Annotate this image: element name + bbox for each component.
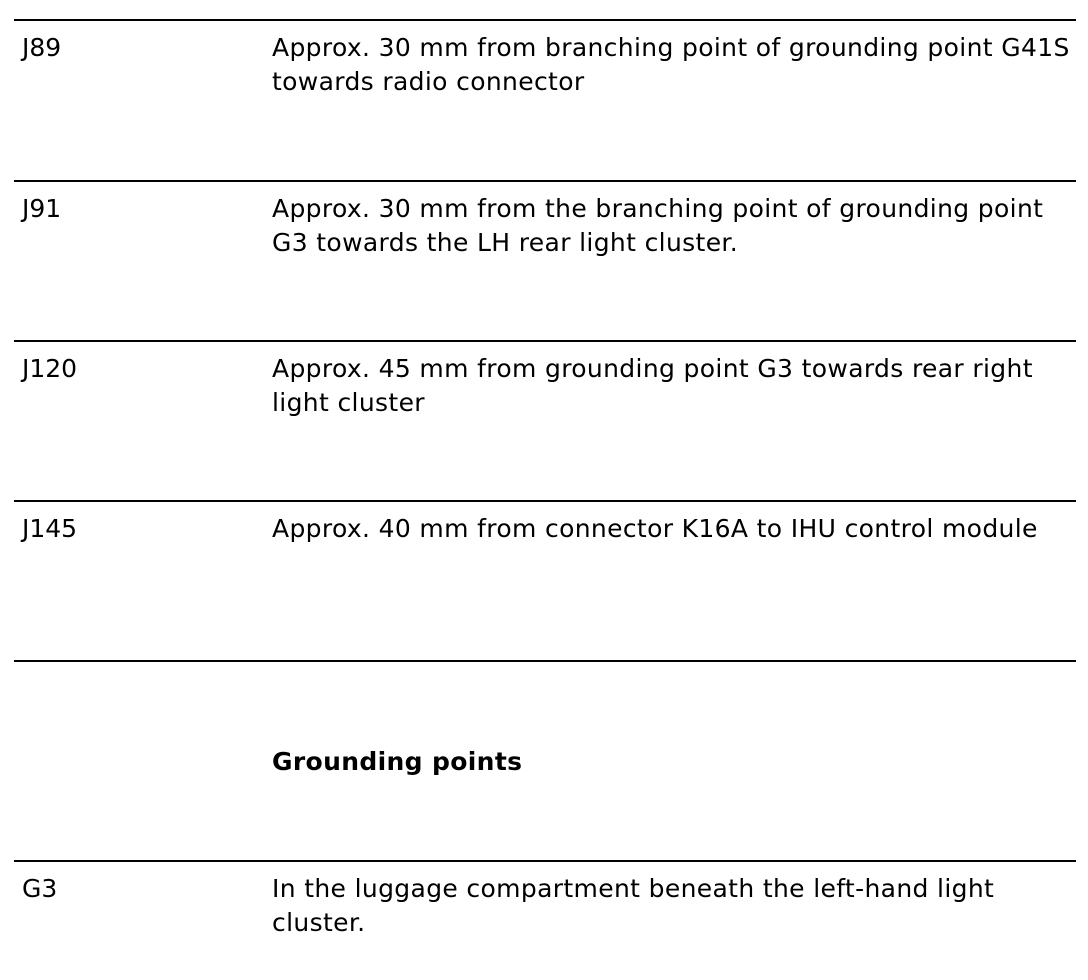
junction-description: Approx. 40 mm from connector K16A to IHU control module bbox=[272, 514, 1038, 543]
table-rule bbox=[14, 860, 1076, 862]
junction-code: J91 bbox=[22, 194, 62, 223]
table-rule bbox=[14, 180, 1076, 182]
table-rule bbox=[14, 500, 1076, 502]
table-rule bbox=[14, 660, 1076, 662]
junction-code: J89 bbox=[22, 33, 62, 62]
junction-code: J145 bbox=[22, 514, 78, 543]
section-heading: Grounding points bbox=[272, 747, 523, 776]
junction-code: J120 bbox=[22, 354, 78, 383]
junction-description: Approx. 30 mm from branching point of grounding point G41S towards radio connector bbox=[272, 33, 1070, 96]
table-rule bbox=[14, 340, 1076, 342]
junction-description: Approx. 45 mm from grounding point G3 towards rear right light cluster bbox=[272, 354, 1033, 417]
table-rule bbox=[14, 19, 1076, 21]
junction-description: Approx. 30 mm from the branching point of grounding point G3 towards the LH rear light cluster. bbox=[272, 194, 1044, 257]
grounding-point-description: In the luggage compartment beneath the left-hand light cluster. bbox=[272, 874, 995, 937]
grounding-point-code: G3 bbox=[22, 874, 58, 903]
